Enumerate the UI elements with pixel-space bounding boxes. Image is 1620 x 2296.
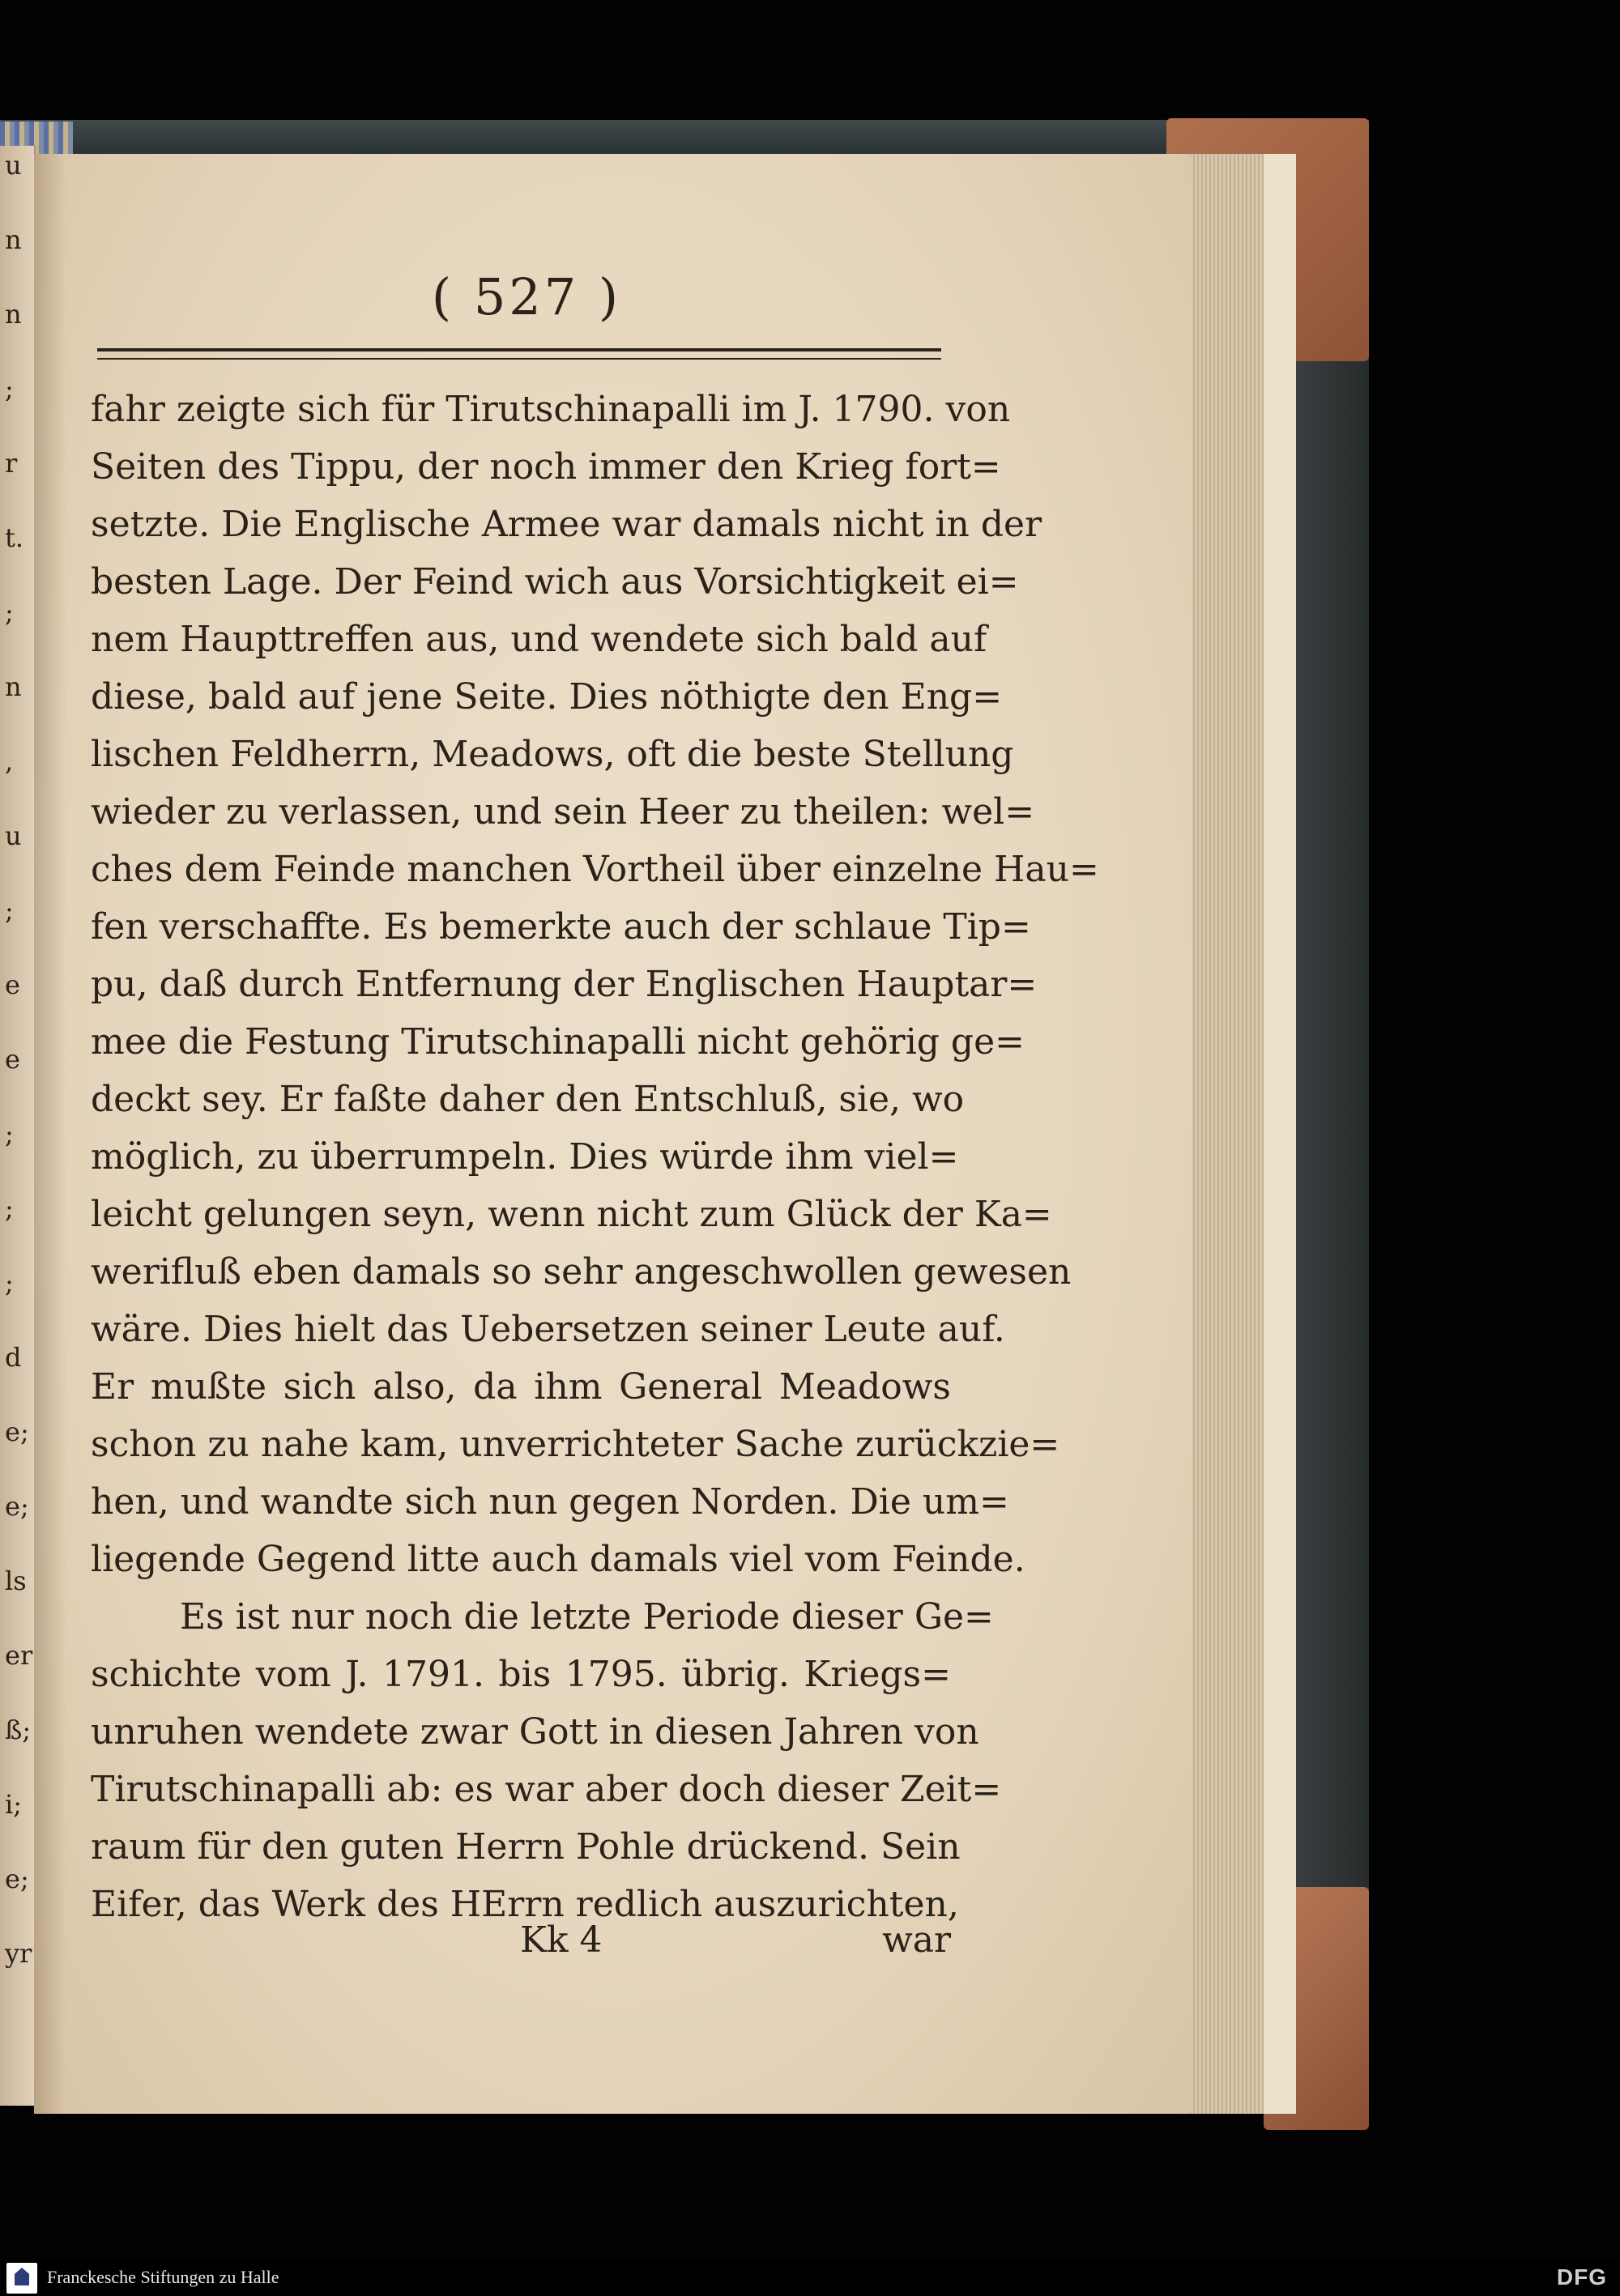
left-page-fragment: ; (5, 1118, 14, 1149)
dfg-logo: DFG (1556, 2264, 1607, 2290)
header-rule (97, 348, 941, 360)
text-line: ches dem Feinde manchen Vortheil über einzelne Hau= (91, 849, 1099, 890)
left-page-fragment: ; (5, 895, 14, 926)
catchword: war (882, 1919, 951, 1961)
text-line: wieder zu verlassen, und sein Heer zu theilen: wel= (91, 791, 1035, 833)
page-body-text (91, 381, 1099, 1933)
text-line: schon zu nahe kam, unverrichteter Sache zurückzie= (91, 1424, 1060, 1465)
institution-logo-icon (6, 2263, 37, 2294)
left-page-fragment: e; (5, 1864, 29, 1894)
left-page-edge (0, 146, 36, 2106)
text-line: pu, daß durch Entfernung der Englischen Hauptar= (91, 964, 1038, 1005)
text-line: Eifer, das Werk des HErrn redlich auszurichten, (91, 1884, 959, 1925)
page-footer-line (91, 1919, 951, 1973)
text-line: Es ist nur noch die letzte Periode dieser Ge= (180, 1596, 994, 1638)
left-page-fragment: t. (5, 522, 24, 553)
text-line: fen verschaffte. Es bemerkte auch der schlaue Tip= (91, 906, 1031, 948)
left-page-fragment: e; (5, 1491, 29, 1522)
text-line: leicht gelungen seyn, wenn nicht zum Glück der Ka= (91, 1194, 1052, 1235)
left-page-fragment: n (5, 299, 22, 330)
left-page-fragments (5, 146, 32, 2106)
left-page-fragment: u (5, 820, 22, 851)
left-page-fragment: ; (5, 1267, 14, 1298)
text-line: nem Haupttreffen aus, und wendete sich bald auf (91, 619, 987, 660)
text-line: setzte. Die Englische Armee war damals nicht in der (91, 504, 1042, 545)
left-page-fragment: e (5, 969, 20, 1000)
left-page-fragment: ls (5, 1565, 27, 1596)
left-page-fragment: e; (5, 1416, 29, 1447)
text-line: wäre. Dies hielt das Uebersetzen seiner Leute auf. (91, 1309, 1005, 1350)
left-page-fragment: d (5, 1342, 22, 1373)
left-page-fragment: ß; (5, 1715, 32, 1745)
endpaper (1264, 154, 1296, 2114)
left-page-fragment: e (5, 1044, 20, 1075)
signature-mark: Kk 4 (520, 1919, 603, 1961)
left-page-fragment: i; (5, 1789, 23, 1820)
text-line: diese, bald auf jene Seite. Dies nöthigte den Eng= (91, 676, 1003, 718)
left-page-fragment: ; (5, 373, 14, 404)
text-line: lischen Feldherrn, Meadows, oft die beste Stellung (91, 734, 1014, 775)
institution-name: Franckesche Stiftungen zu Halle (47, 2267, 279, 2287)
viewer-footer (0, 2260, 1620, 2296)
left-page-fragment: n (5, 671, 22, 702)
left-page-fragment: yr (5, 1938, 32, 1969)
text-line: deckt sey. Er faßte daher den Entschluß, sie, wo (91, 1079, 965, 1120)
text-line: hen, und wandte sich nun gegen Norden. Die um= (91, 1481, 1009, 1523)
left-page-fragment: ; (5, 597, 14, 628)
text-line: raum für den guten Herrn Pohle drückend. Sein (91, 1826, 961, 1868)
page-number: ( 527 ) (431, 267, 622, 326)
left-page-fragment: ; (5, 1193, 14, 1224)
text-line: mee die Festung Tirutschinapalli nicht gehörig ge= (91, 1021, 1025, 1063)
text-line: liegende Gegend litte auch damals viel vom Feinde. (91, 1539, 1025, 1580)
text-line: schichte vom J. 1791. bis 1795. übrig. Kriegs= (91, 1654, 951, 1695)
book-cover-top (0, 120, 1369, 154)
text-line: fahr zeigte sich für Tirutschinapalli im J. 1790. von (91, 389, 1011, 430)
text-line: Tirutschinapalli ab: es war aber doch dieser Zeit= (91, 1769, 1002, 1810)
text-line: Er mußte sich also, da ihm General Meadows (91, 1366, 951, 1408)
left-page-fragment: n (5, 224, 22, 255)
gutter-shadow (34, 154, 66, 2114)
left-page-fragment: er (5, 1640, 33, 1671)
text-line: Seiten des Tippu, der noch immer den Krieg fort= (91, 446, 1001, 488)
left-page-fragment: r (5, 448, 18, 479)
text-line: werifluß eben damals so sehr angeschwollen gewesen (91, 1251, 1072, 1293)
left-page-fragment: u (5, 150, 22, 181)
text-line: unruhen wendete zwar Gott in diesen Jahren von (91, 1711, 979, 1753)
text-line: besten Lage. Der Feind wich aus Vorsichtigkeit ei= (91, 561, 1019, 603)
text-line: möglich, zu überrumpeln. Dies würde ihm viel= (91, 1136, 959, 1178)
left-page-fragment: , (5, 746, 14, 777)
